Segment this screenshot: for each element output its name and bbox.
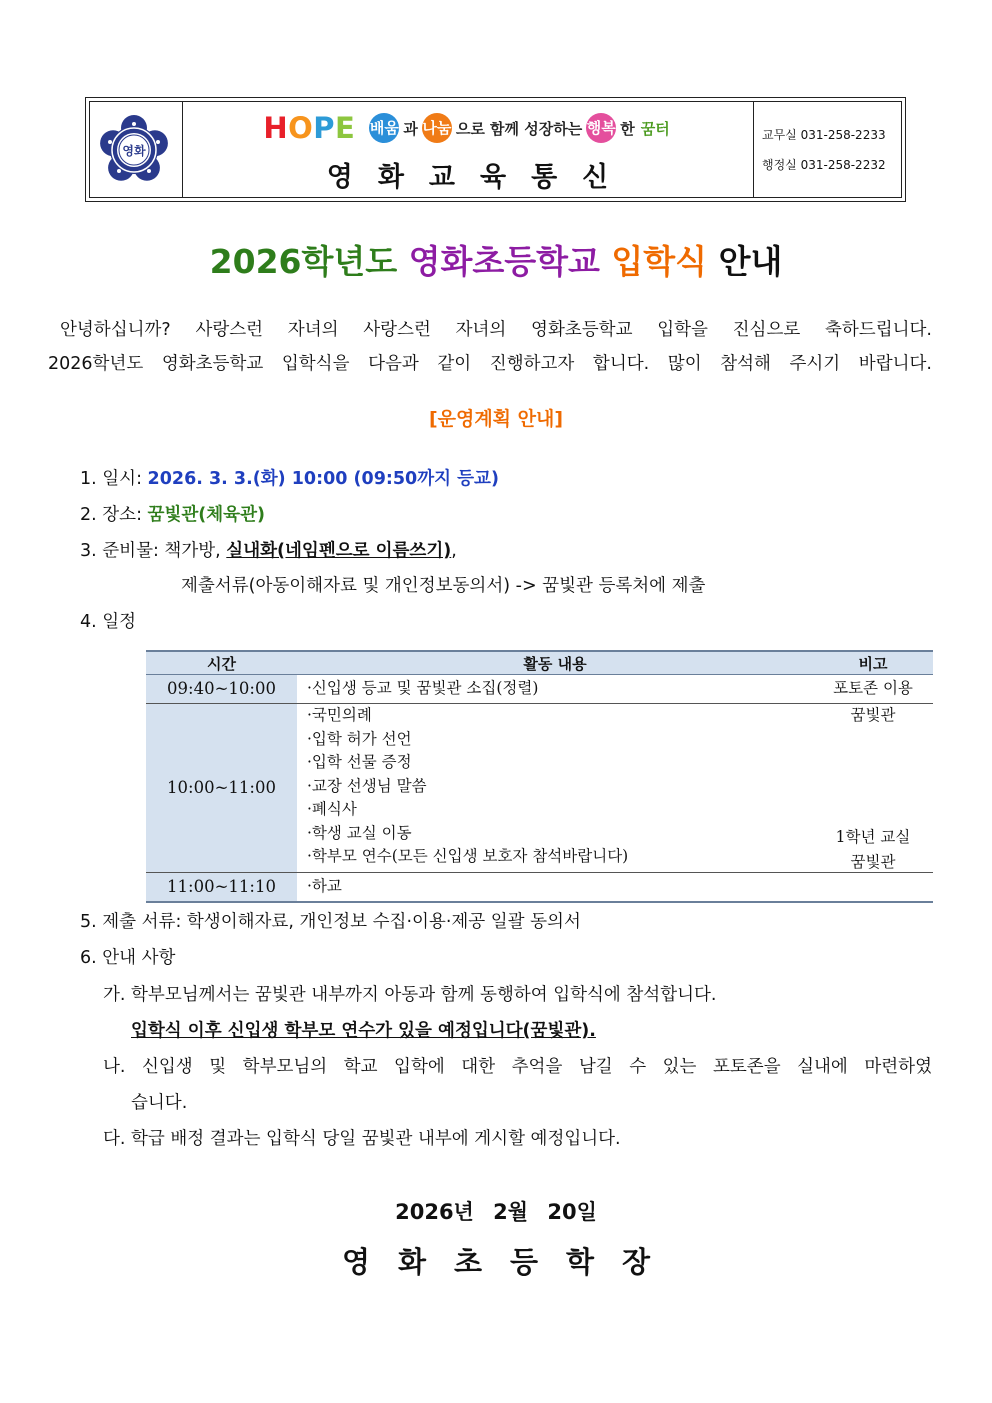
header-divider-right [753,101,754,198]
activity-item: ·학생 교실 이동 [307,823,412,842]
principal-signature: 영화초등학장 [341,1245,679,1279]
slogan-connector-1: 과 [403,119,418,138]
row2-activities [297,704,813,873]
note-item [813,728,933,752]
item-notice-label: 6. 안내 사항 [80,948,176,968]
row2-notes [813,704,933,873]
schedule-header-row [146,651,933,675]
item-place-value: 꿈빛관(체육관) [147,505,265,525]
hope-letter: P [313,111,336,145]
activity-item: ·폐식사 [307,800,357,818]
title-year: 2026학년도 [209,242,398,281]
title-notice: 안내 [718,242,783,281]
item-place [80,498,265,532]
item-prep-shoes: 실내화(네임펜으로 이름쓰기) [226,541,452,561]
item-prep-label: 3. 준비물: 책가방, [80,541,221,561]
newsletter-title: 영화교육통신 [326,162,634,193]
row1-note: 포토존 이용 [813,675,933,704]
table-row [146,873,933,903]
notice-na-line2: 습니다. [131,1093,188,1113]
item-date-label: 1. 일시: [80,469,142,489]
hope-letter: H [263,111,289,145]
notice-da: 다. 학급 배정 결과는 입학식 당일 꿈빛관 내부에 게시할 예정입니다. [103,1129,621,1149]
activity-item: ·입학 선물 증정 [307,753,412,771]
issue-date: 2026년 2월 20일 [395,1200,597,1224]
title-ceremony: 입학식 [611,242,708,281]
hope-letter: O [288,111,314,145]
slogan-bubble-learning: 배움 [369,113,399,143]
row1-activity: ·신입생 등교 및 꿈빛관 소집(정렬) [297,675,813,704]
header-activity: 활동 내용 [297,651,813,675]
notice-na-line1: 나. 신입생 및 학부모님의 학교 입학에 대한 추억을 남길 수 있는 포토존을 실내에 마련하였 [103,1057,932,1077]
slogan-bubble-happiness: 행복 [586,113,616,143]
row3-activity: ·하교 [297,873,813,903]
notice-ga: 가. 학부모님께서는 꿈빛관 내부까지 아동과 함께 동행하여 입학식에 참석합니다. [103,985,717,1005]
row2-time: 10:00~11:00 [146,704,297,873]
section-heading: [운영계획 안내] [428,408,564,430]
item-prep-docs: 제출서류(아동이해자료 및 개인정보동의서) -> 꿈빛관 등록처에 제출 [181,576,706,596]
hope-letter: E [335,111,356,145]
activity-item: ·국민의례 [307,706,372,724]
title-school: 영화초등학교 [408,242,600,281]
slogan-connector-2: 으로 함께 성장하는 [455,119,583,138]
slogan-hope [263,111,355,145]
seal-text: 영화 [122,144,146,158]
note-item: 꿈빛관 [850,852,896,871]
item-docs: 5. 제출 서류: 학생이해자료, 개인정보 수집·이용·제공 일괄 동의서 [80,912,581,932]
notice-ga-emphasis: 입학식 이후 신입생 학부모 연수가 있을 예정입니다(꿈빛관). [131,1021,596,1041]
school-seal-logo [98,114,170,186]
slogan-bubble-sharing: 나눔 [422,113,452,143]
slogan-tail: 꿈터 [640,119,670,138]
intro-line-1: 안녕하십니까? 사랑스런 자녀의 사랑스런 자녀의 영화초등학교 입학을 진심으로 축하드립니다. [60,320,932,340]
phone-academic-office: 교무실 031-258-2233 [762,128,886,142]
contact-phones [762,120,902,180]
item-place-label: 2. 장소: [80,505,142,525]
school-slogan [185,108,750,148]
row3-note [813,873,933,903]
page-title [0,236,992,283]
note-item: 1학년 교실 [835,827,911,846]
note-item [813,751,933,775]
schedule-table [146,650,933,903]
row3-time: 11:00~11:10 [146,873,297,903]
item-prep-comma: , [451,541,457,561]
activity-item: ·학부모 연수(모든 신입생 보호자 참석바랍니다) [307,847,629,865]
item-date [80,462,499,496]
slogan-connector-3: 한 [620,119,635,138]
activity-item: ·교장 선생님 말씀 [307,776,427,795]
note-item: 꿈빛관 [850,706,896,724]
intro-line-2: 2026학년도 영화초등학교 입학식을 다음과 같이 진행하고자 합니다. 많이 참석해 주시기 바랍니다. [48,354,932,374]
header-divider-left [182,101,183,198]
phone-admin-office: 행정실 031-258-2232 [762,158,886,172]
note-item [813,775,933,799]
row1-time: 09:40~10:00 [146,675,297,704]
header-note: 비고 [813,651,933,675]
activity-item: ·입학 허가 선언 [307,729,412,748]
item-date-value: 2026. 3. 3.(화) 10:00 (09:50까지 등교) [147,469,499,489]
header-time: 시간 [146,651,297,675]
table-row [146,704,933,873]
item-schedule-label: 4. 일정 [80,612,137,632]
table-row [146,675,933,704]
item-prep [80,534,457,568]
note-item [813,798,933,822]
